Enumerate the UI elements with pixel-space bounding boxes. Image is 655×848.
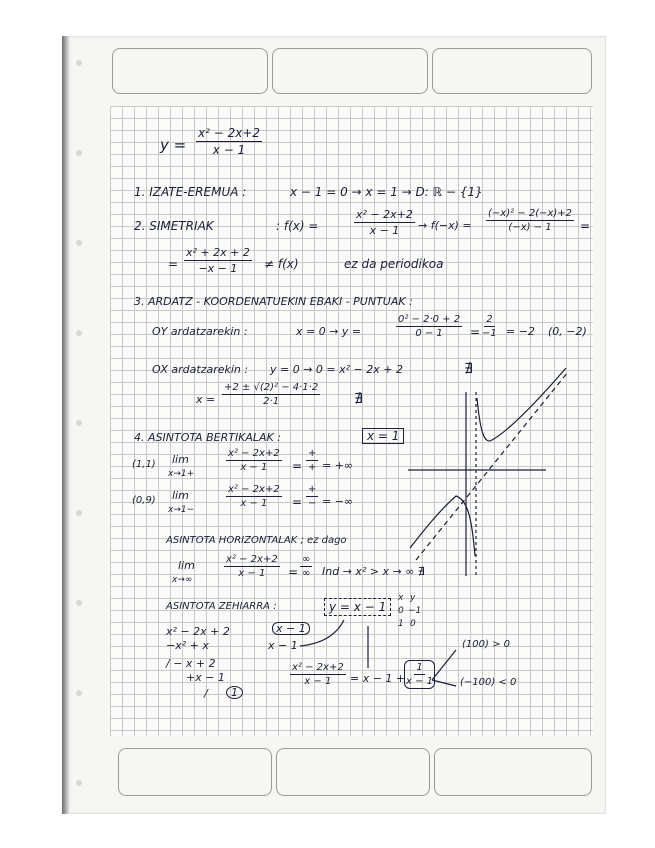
limit2-tag: (0,9) — [132, 495, 156, 506]
division-line5: / — [204, 687, 208, 700]
limit2-sign-num: + — [308, 484, 317, 495]
section3-oy-denominator: 0 − 1 — [415, 328, 443, 339]
horizontal-heading: ASINTOTA HORIZONTALAK ; ez dago — [166, 535, 347, 546]
branch-down: (−100) < 0 — [460, 677, 517, 688]
limit2-sub: x→1− — [168, 505, 195, 515]
horizontal-inf-num: ∞ — [302, 554, 311, 565]
section2-r-denominator: −x − 1 — [198, 262, 238, 275]
section3-oy-point: (0, −2) — [548, 325, 587, 338]
graph-oblique-asymptote — [416, 372, 568, 560]
division-line4: +x − 1 — [186, 671, 225, 684]
section2-f-denominator: x − 1 — [369, 224, 400, 237]
vertical-asymptote-box: x = 1 — [362, 428, 404, 444]
section3-quad-lhs: x = — [196, 393, 216, 406]
limit2-denominator: x − 1 — [240, 498, 268, 509]
horizontal-lim: lim — [178, 559, 195, 572]
final-remainder-den: x − 1 — [406, 676, 434, 687]
limit2-numerator: x² − 2x+2 — [228, 484, 280, 495]
graph-right-branch — [477, 368, 566, 441]
limit2-result: = −∞ — [322, 495, 354, 508]
table-r2-x: 1 — [398, 619, 404, 629]
section1-heading: 1. IZATE-EREMUA : — [134, 185, 247, 199]
section2-r-numerator: x² + 2x + 2 — [186, 246, 250, 259]
section3-oy-eq: = — [470, 325, 481, 339]
limit1-sign-den: + — [308, 462, 317, 473]
section3-oy-x: x = 0 → y = — [296, 325, 362, 338]
oblique-asymptote-box: y = x − 1 — [324, 598, 391, 616]
section3-quad-denominator: 2·1 — [263, 396, 280, 407]
section2-arrow: → f(−x) = — [418, 219, 472, 232]
function-numerator: x² − 2x+2 — [198, 126, 261, 140]
section2-eq: = — [580, 219, 591, 233]
horizontal-inf-den: ∞ — [302, 568, 311, 579]
section2-conclusion: ez da periodikoa — [344, 257, 444, 271]
table-r1-x: 0 — [398, 606, 404, 616]
graph-left-branch — [410, 496, 475, 556]
limit1-result: = +∞ — [322, 459, 354, 472]
division-quotient: x − 1 — [272, 622, 310, 635]
oblique-heading: ASINTOTA ZEHIARRA : — [166, 601, 277, 612]
table-r1-y: −1 — [408, 606, 422, 616]
section1-math: x − 1 = 0 → x = 1 → D: ℝ − {1} — [290, 185, 483, 199]
table-header-y: y — [410, 593, 416, 603]
limit1-eq: = — [292, 459, 303, 473]
horizontal-eq: = — [288, 565, 299, 579]
section2-fm-numerator: (−x)² − 2(−x)+2 — [488, 208, 573, 219]
section3-quad-numerator: +2 ± √(2)² − 4·1·2 — [224, 382, 319, 393]
table-header-x: x — [398, 593, 404, 603]
horizontal-denominator: x − 1 — [238, 568, 266, 579]
branch-up: (100) > 0 — [462, 639, 510, 650]
limit2-eq: = — [292, 495, 303, 509]
section3-oy-numerator2: 2 — [486, 314, 493, 325]
section2-lhs: : f(x) = — [276, 219, 319, 233]
limit1-numerator: x² − 2x+2 — [228, 448, 280, 459]
section3-ox-nosolution: ∄ — [464, 361, 473, 377]
final-numerator: x² − 2x+2 — [292, 662, 344, 673]
section2-heading: 2. SIMETRIAK — [134, 219, 214, 233]
section3-oy-label: OY ardatzarekin : — [152, 325, 248, 338]
limit1-sub: x→1+ — [168, 469, 195, 479]
horizontal-tail: Ind → x² > x → ∞ ∄ — [322, 565, 425, 578]
limit2-lim: lim — [172, 489, 189, 502]
section3-oy-numerator: 0² − 2·0 + 2 — [398, 314, 461, 325]
section2-f-numerator: x² − 2x+2 — [356, 208, 413, 221]
division-line1: x² − 2x + 2 — [166, 625, 230, 638]
limit1-tag: (1,1) — [132, 459, 156, 470]
final-denominator: x − 1 — [304, 676, 332, 687]
section3-quad-nosolution: ∄ — [354, 391, 363, 407]
section2-line2-eq: = — [168, 257, 179, 271]
section2-fm-denominator: (−x) − 1 — [508, 222, 552, 233]
division-line2: −x² + x — [166, 639, 209, 652]
division-remainder: 1 — [226, 686, 243, 699]
section3-ox-eq: y = 0 → 0 = x² − 2x + 2 — [270, 363, 403, 376]
limit1-sign-num: + — [308, 448, 317, 459]
horizontal-numerator: x² − 2x+2 — [226, 554, 278, 565]
division-line3: / − x + 2 — [166, 657, 216, 670]
table-r2-y: 0 — [410, 619, 416, 629]
limit2-sign-den: − — [308, 498, 317, 509]
section4-heading: 4. ASINTOTA BERTIKALAK : — [134, 431, 281, 444]
function-y-label: y = — [160, 136, 187, 154]
section2-neq: ≠ f(x) — [264, 257, 299, 271]
section3-oy-denominator2: −1 — [482, 328, 497, 339]
section3-oy-result: = −2 — [506, 325, 535, 338]
function-denominator: x − 1 — [212, 143, 246, 157]
limit1-denominator: x − 1 — [240, 462, 268, 473]
limit1-lim: lim — [172, 453, 189, 466]
section3-ox-label: OX ardatzarekin : — [152, 363, 249, 376]
final-eq: = x − 1 + — [350, 672, 406, 685]
division-divisor: x − 1 — [268, 639, 298, 652]
final-remainder-num: 1 — [416, 662, 423, 673]
section3-heading: 3. ARDATZ - KOORDENATUEKIN EBAKI - PUNTUAK : — [134, 295, 413, 308]
horizontal-sub: x→∞ — [172, 575, 193, 585]
